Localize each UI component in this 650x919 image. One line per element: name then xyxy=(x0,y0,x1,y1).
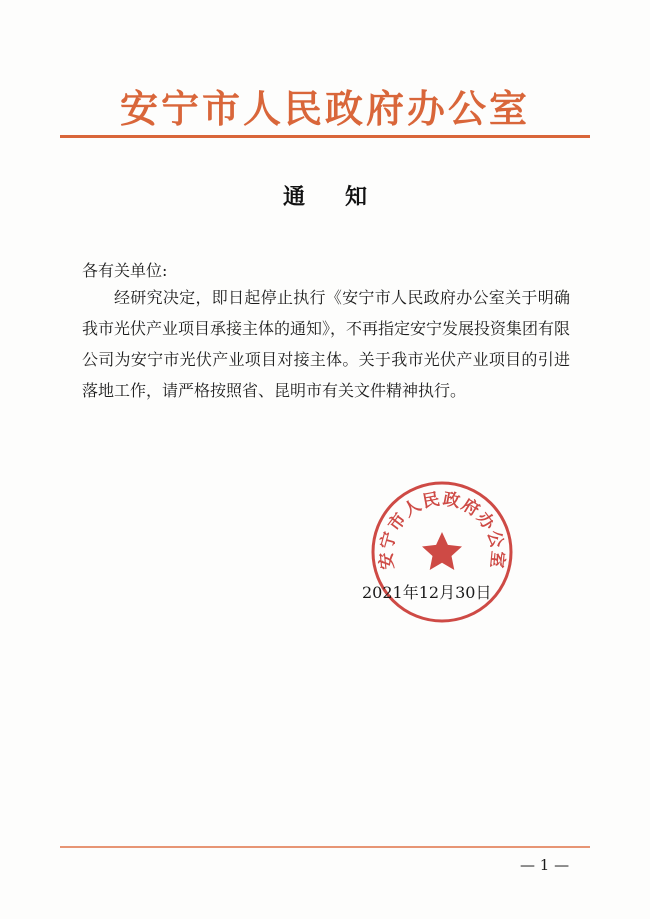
issue-date: 2021年12月30日 xyxy=(362,583,492,602)
official-seal xyxy=(368,478,516,626)
notice-title-char: 知 xyxy=(345,184,368,210)
notice-title xyxy=(0,180,650,211)
notice-title-char: 通 xyxy=(282,184,305,210)
notice-body-paragraph: 经研究决定，即日起停止执行《安宁市人民政府办公室关于明确我市光伏产业项目承接主体的通知》，不再指定安宁发展投资集团有限公司为安宁市光伏产业项目对接主体。关于我市光伏产业项目的引进落地工作，请严格按照省、昆明市有关文件精神执行。 xyxy=(82,288,571,400)
seal-text: 安宁市人民政府办公室 xyxy=(376,489,508,571)
issuing-office-title: 安宁市人民政府办公室 xyxy=(119,86,530,131)
addressee-line: 各有关单位: xyxy=(82,261,168,280)
star-icon xyxy=(422,532,462,570)
page-number: — 1 — xyxy=(520,856,570,874)
footer-rule xyxy=(60,846,590,848)
header-red-rule xyxy=(60,135,590,138)
